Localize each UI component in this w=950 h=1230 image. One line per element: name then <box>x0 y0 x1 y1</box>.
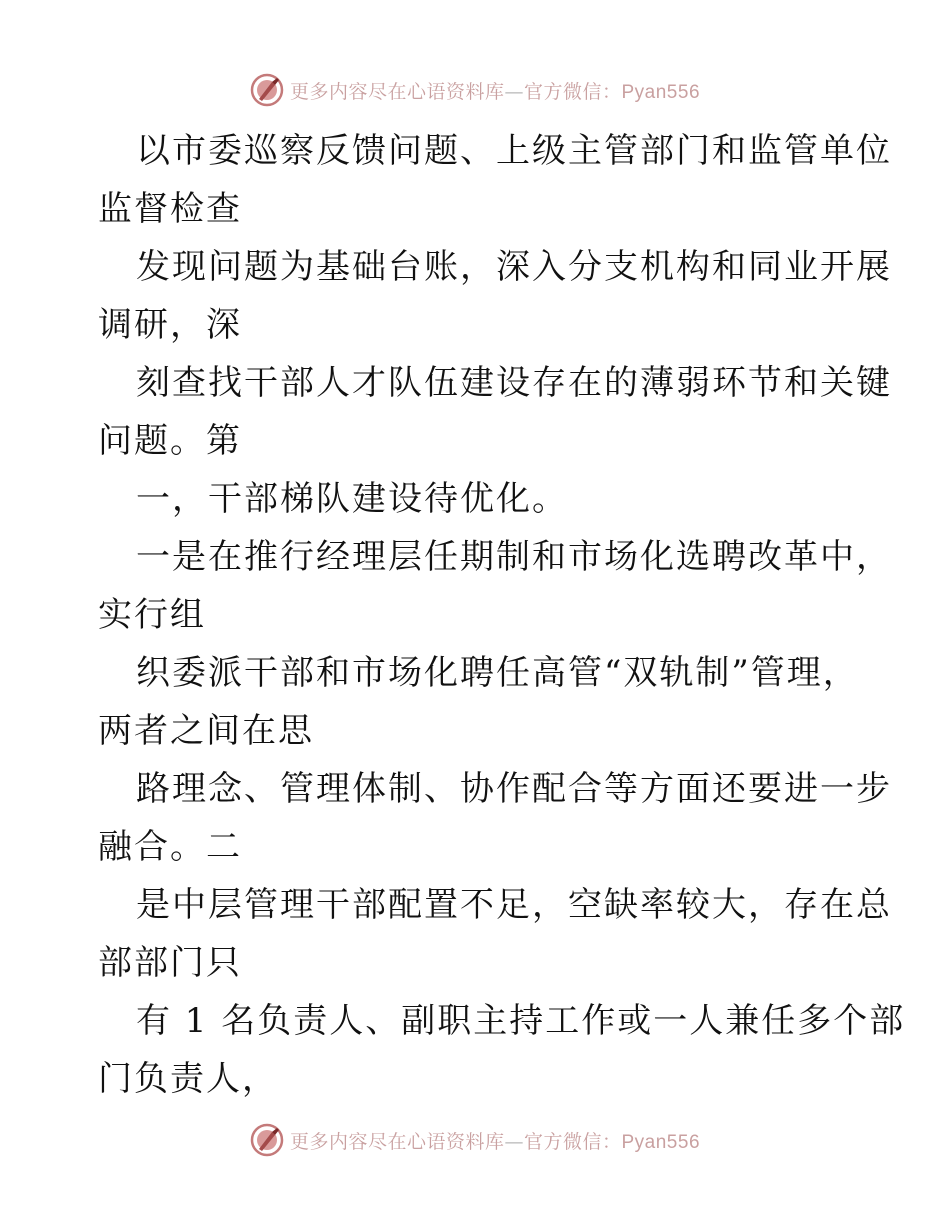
paragraph <box>98 876 892 992</box>
paragraph-line: 以市委巡察反馈问题、上级主管部门和监管单位 <box>136 131 892 171</box>
watermark-site: 更多内容尽在心语资料库 <box>289 80 505 103</box>
paragraph-line: 一，干部梯队建设待优化。 <box>136 479 568 519</box>
paragraph <box>98 992 906 1108</box>
paragraph <box>98 354 892 470</box>
paragraph <box>98 760 892 876</box>
paragraph-line: 问题。第 <box>98 421 242 461</box>
paragraph-line: 织委派干部和市场化聘任高管“双轨制”管理， <box>136 653 859 693</box>
paragraph-line: 门负责人， <box>98 1059 278 1099</box>
paragraph-line: 刻查找干部人才队伍建设存在的薄弱环节和关键 <box>136 363 892 403</box>
watermark-separator: — <box>504 1130 524 1153</box>
watermark-text <box>290 1127 700 1154</box>
watermark-account: Pyan556 <box>621 1131 701 1153</box>
header-watermark <box>0 70 950 110</box>
paragraph-line: 一是在推行经理层任期制和市场化选聘改革中， <box>136 537 892 577</box>
paragraph <box>98 528 892 644</box>
paragraph-line: 部部门只 <box>98 943 242 983</box>
paragraph <box>98 644 858 760</box>
watermark-label: 官方微信： <box>523 80 622 103</box>
paragraph <box>98 470 858 528</box>
watermark-separator: — <box>504 80 524 103</box>
watermark-text <box>290 77 700 104</box>
watermark-site: 更多内容尽在心语资料库 <box>289 1130 505 1153</box>
document-body <box>98 122 906 1108</box>
paragraph <box>98 122 892 238</box>
footer-watermark <box>0 1120 950 1160</box>
watermark-label: 官方微信： <box>523 1130 622 1153</box>
quill-logo-icon <box>250 73 284 107</box>
paragraph-line: 调研，深 <box>98 305 242 345</box>
watermark-account: Pyan556 <box>621 81 701 103</box>
paragraph-line: 路理念、管理体制、协作配合等方面还要进一步 <box>136 769 892 809</box>
paragraph <box>98 238 892 354</box>
paragraph-line: 是中层管理干部配置不足，空缺率较大，存在总 <box>136 885 892 925</box>
paragraph-line: 有 1 名负责人、副职主持工作或一人兼任多个部 <box>136 1001 906 1041</box>
quill-logo-icon <box>250 1123 284 1157</box>
paragraph-line: 融合。二 <box>98 827 242 867</box>
paragraph-line: 实行组 <box>98 595 206 635</box>
paragraph-line: 监督检查 <box>98 189 242 229</box>
paragraph-line: 发现问题为基础台账，深入分支机构和同业开展 <box>136 247 892 287</box>
paragraph-line: 两者之间在思 <box>98 711 314 751</box>
